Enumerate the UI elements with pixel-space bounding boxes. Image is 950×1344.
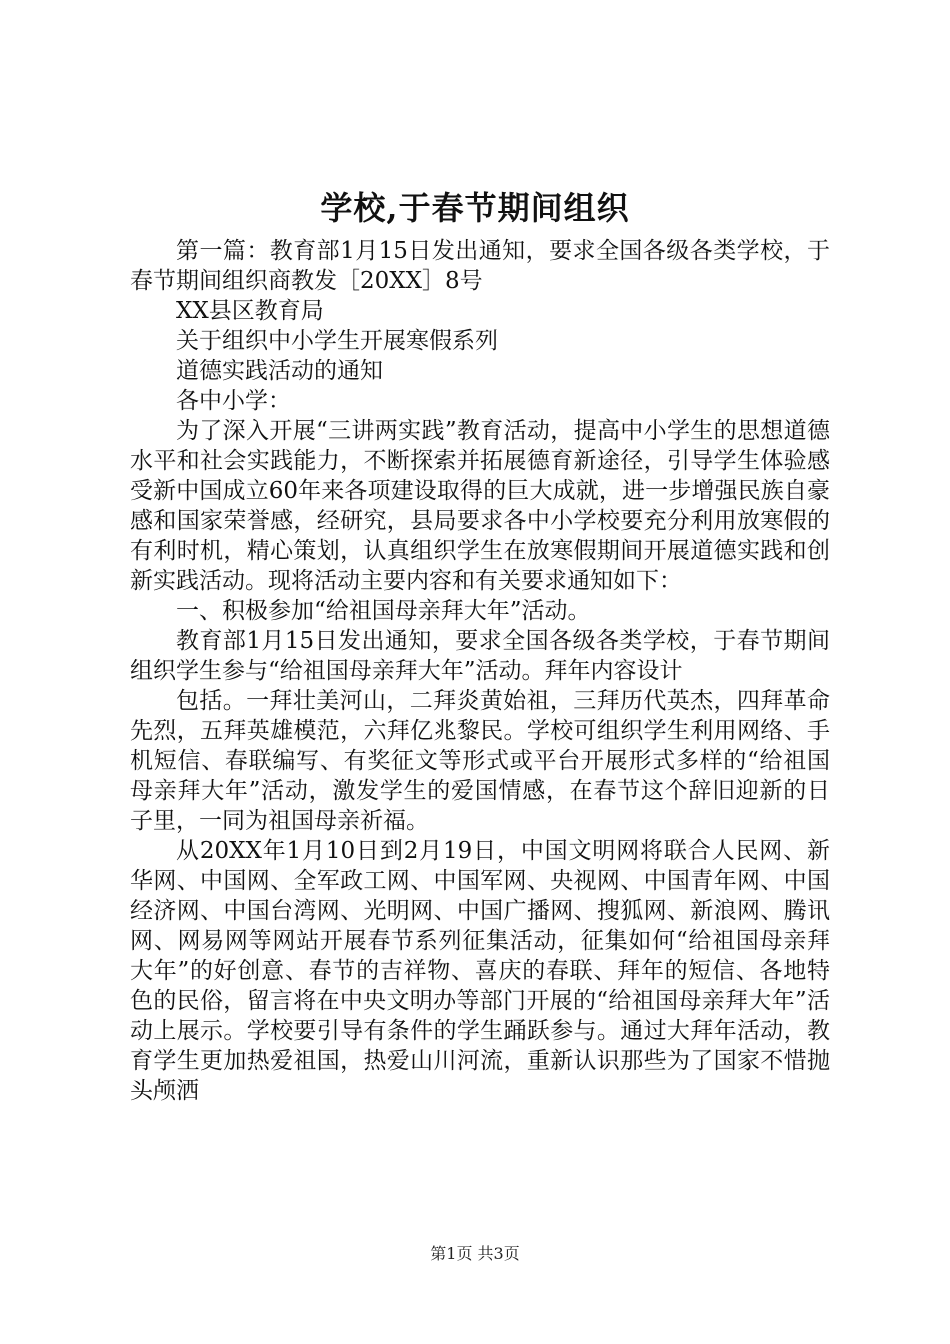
document-title: 学校,于春节期间组织 — [320, 189, 630, 227]
paragraph-notice: 教育部1月15日发出通知，要求全国各级各类学校，于春节期间组织学生参与“给祖国母亲拜大年”活动。拜年内容设计 — [130, 628, 830, 684]
paragraph-issuer: XX县区教育局 — [176, 298, 324, 324]
paragraph-purpose: 为了深入开展“三讲两实践”教育活动，提高中小学生的思想道德水平和社会实践能力，不断探索并拓展德育新途径，引导学生体验感受新中国成立60年来各项建设取得的巨大成就，进一步增强民族自豪感和国家荣誉感，经研究，县局要求各中小学校要充分利用放寒假的有利时机，精心策划，认真组织学生在放寒假期间开展道德实践和创新实践活动。现将活动主要内容和有关要求通知如下： — [130, 418, 830, 594]
paragraph-subject-line-1: 关于组织中小学生开展寒假系列 — [176, 328, 498, 354]
paragraph-salutation: 各中小学： — [176, 388, 291, 414]
paragraph-content: 包括。一拜壮美河山，二拜炎黄始祖，三拜历代英杰，四拜革命先烈，五拜英雄模范，六拜亿兆黎民。学校可组织学生利用网络、手机短信、春联编写、有奖征文等形式或平台开展形式多样的“给祖国母亲拜大年”活动，激发学生的爱国情感，在春节这个辞旧迎新的日子里，一同为祖国母亲祈福。 — [130, 688, 830, 834]
paragraph-intro: 第一篇：教育部1月15日发出通知，要求全国各级各类学校，于春节期间组织商教发［20XX］8号 — [130, 238, 830, 294]
paragraph-section-heading: 一、积极参加“给祖国母亲拜大年”活动。 — [176, 598, 591, 624]
document-body — [130, 236, 830, 1106]
page-footer: 第1页 共3页 — [430, 1244, 520, 1263]
paragraph-subject-line-2: 道德实践活动的通知 — [176, 358, 383, 384]
paragraph-activity: 从20XX年1月10日到2月19日，中国文明网将联合人民网、新华网、中国网、全军政工网、中国军网、央视网、中国青年网、中国经济网、中国台湾网、光明网、中国广播网、搜狐网、新浪网、腾讯网、网易网等网站开展春节系列征集活动，征集如何“给祖国母亲拜大年”的好创意、春节的吉祥物、喜庆的春联、拜年的短信、各地特色的民俗，留言将在中央文明办等部门开展的“给祖国母亲拜大年”活动上展示。学校要引导有条件的学生踊跃参与。通过大拜年活动，教育学生更加热爱祖国，热爱山川河流，重新认识那些为了国家不惜抛头颅洒 — [130, 838, 830, 1104]
